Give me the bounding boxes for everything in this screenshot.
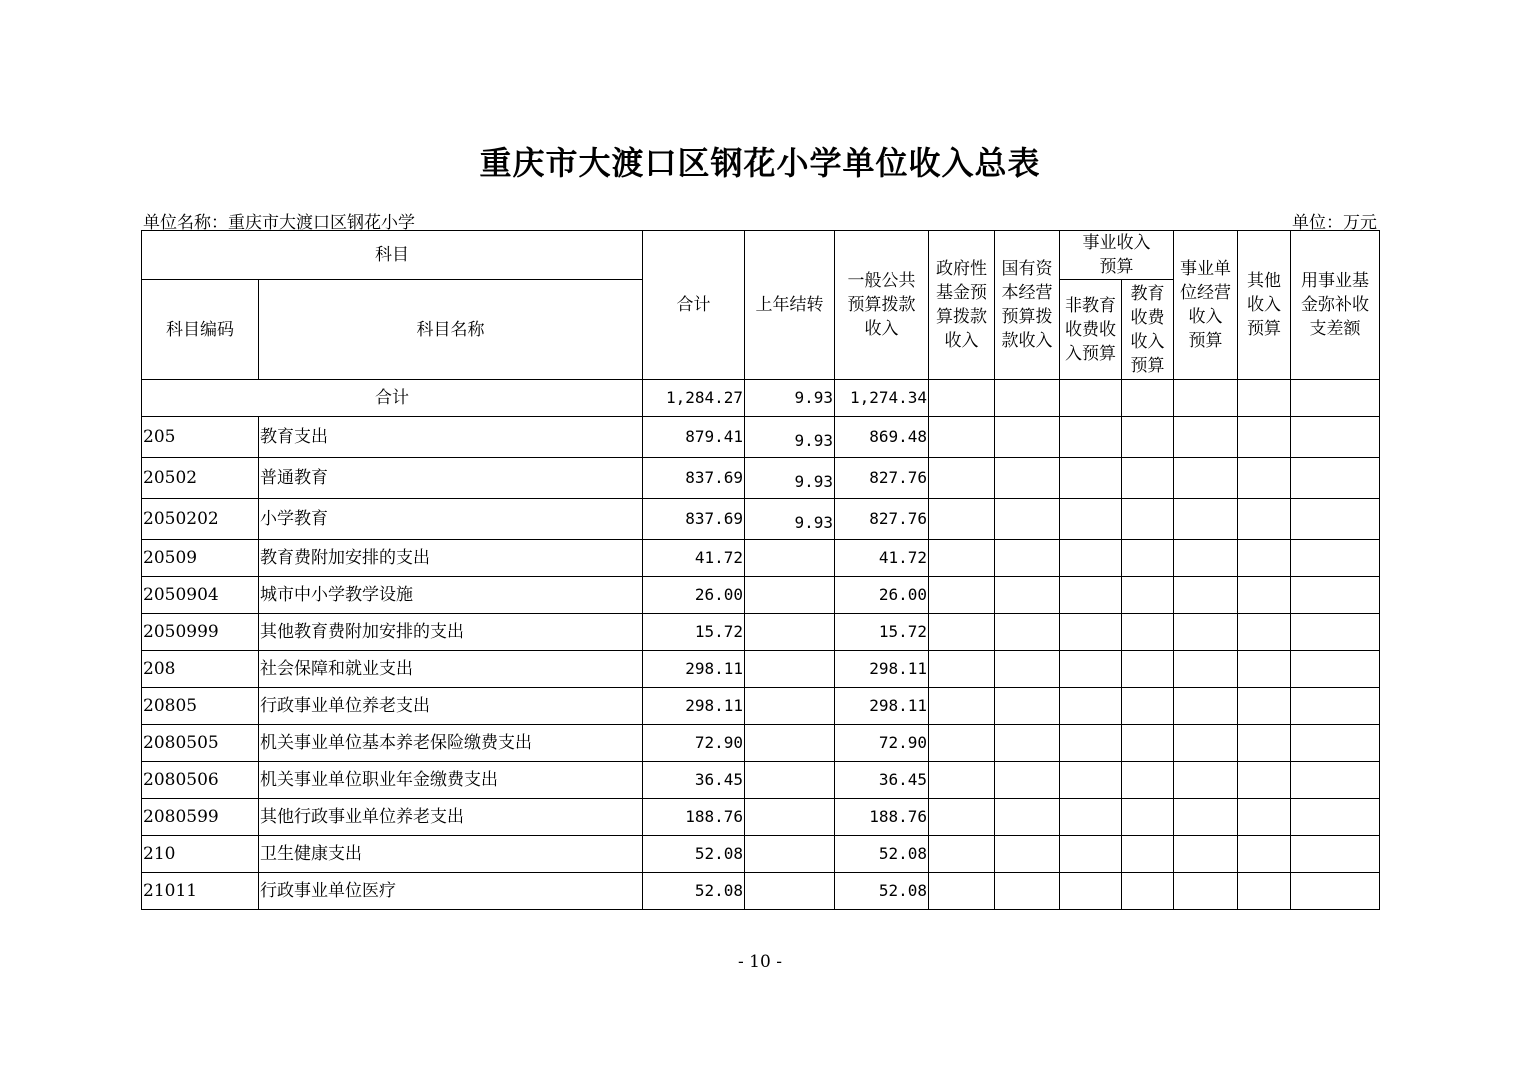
empty-cell xyxy=(1122,836,1174,873)
empty-cell xyxy=(995,458,1060,499)
empty-cell xyxy=(1060,725,1122,762)
table-row xyxy=(142,540,1380,577)
empty-cell xyxy=(995,725,1060,762)
header-general-budget: 一般公共 预算拨款 收入 xyxy=(835,231,929,380)
amount-general: 36.45 xyxy=(835,762,929,799)
empty-cell xyxy=(1122,417,1174,458)
empty-cell xyxy=(929,688,995,725)
header-non-edu-fee: 非教育 收费收 入预算 xyxy=(1060,280,1122,380)
empty-cell xyxy=(1238,762,1291,799)
empty-cell xyxy=(995,540,1060,577)
table-row xyxy=(142,799,1380,836)
empty-cell xyxy=(995,614,1060,651)
table-row xyxy=(142,458,1380,499)
empty-cell xyxy=(1174,614,1238,651)
empty-cell xyxy=(1174,577,1238,614)
amount-carryover: 9.93 xyxy=(745,499,835,540)
empty-cell xyxy=(1238,799,1291,836)
amount-total: 72.90 xyxy=(643,725,745,762)
subject-code: 210 xyxy=(142,836,259,873)
table-row xyxy=(142,688,1380,725)
header-gov-fund: 政府性 基金预 算拨款 收入 xyxy=(929,231,995,380)
subject-name: 行政事业单位医疗 xyxy=(259,873,643,910)
empty-cell xyxy=(1122,725,1174,762)
empty-cell xyxy=(1122,577,1174,614)
subject-code: 2050904 xyxy=(142,577,259,614)
subject-code: 20502 xyxy=(142,458,259,499)
amount-total: 837.69 xyxy=(643,458,745,499)
empty-cell xyxy=(929,725,995,762)
amount-carryover xyxy=(745,873,835,910)
empty-cell xyxy=(1291,873,1380,910)
empty-cell xyxy=(1174,499,1238,540)
empty-cell xyxy=(929,799,995,836)
empty-cell xyxy=(1291,651,1380,688)
amount-general: 41.72 xyxy=(835,540,929,577)
amount-general: 26.00 xyxy=(835,577,929,614)
table-row xyxy=(142,873,1380,910)
empty-cell xyxy=(1122,799,1174,836)
empty-cell xyxy=(1060,577,1122,614)
empty-cell xyxy=(1291,688,1380,725)
amount-general: 52.08 xyxy=(835,873,929,910)
empty-cell xyxy=(1122,614,1174,651)
subject-code: 2050202 xyxy=(142,499,259,540)
empty-cell xyxy=(929,540,995,577)
amount-total: 879.41 xyxy=(643,417,745,458)
amount-general: 72.90 xyxy=(835,725,929,762)
empty-cell xyxy=(1238,688,1291,725)
table-row xyxy=(142,651,1380,688)
amount-general: 298.11 xyxy=(835,651,929,688)
amount-carryover xyxy=(745,836,835,873)
amount-general: 188.76 xyxy=(835,799,929,836)
amount-general: 869.48 xyxy=(835,417,929,458)
subject-name: 教育费附加安排的支出 xyxy=(259,540,643,577)
empty-cell xyxy=(995,799,1060,836)
empty-cell xyxy=(1060,458,1122,499)
empty-cell xyxy=(1291,762,1380,799)
empty-cell xyxy=(929,499,995,540)
amount-carryover: 9.93 xyxy=(745,458,835,499)
empty-cell xyxy=(1291,614,1380,651)
empty-cell xyxy=(1238,836,1291,873)
empty-cell xyxy=(1060,799,1122,836)
empty-cell xyxy=(929,873,995,910)
header-other-income: 其他 收入 预算 xyxy=(1238,231,1291,380)
empty-cell xyxy=(1238,725,1291,762)
page-number: - 10 - xyxy=(738,952,782,972)
table-row xyxy=(142,762,1380,799)
empty-cell xyxy=(1060,688,1122,725)
amount-total: 298.11 xyxy=(643,651,745,688)
amount-total: 298.11 xyxy=(643,688,745,725)
amount-total: 15.72 xyxy=(643,614,745,651)
empty-cell xyxy=(1174,873,1238,910)
subject-code: 2050999 xyxy=(142,614,259,651)
amount-carryover xyxy=(745,577,835,614)
subject-name: 普通教育 xyxy=(259,458,643,499)
subject-name: 城市中小学教学设施 xyxy=(259,577,643,614)
empty-cell xyxy=(1174,651,1238,688)
subject-name: 卫生健康支出 xyxy=(259,836,643,873)
empty-cell xyxy=(1238,651,1291,688)
empty-cell xyxy=(1122,540,1174,577)
empty-cell xyxy=(1291,540,1380,577)
table-row xyxy=(142,614,1380,651)
empty-cell xyxy=(1060,762,1122,799)
header-subject: 科目 xyxy=(142,231,643,280)
subject-name: 小学教育 xyxy=(259,499,643,540)
empty-cell xyxy=(1291,577,1380,614)
empty-cell xyxy=(1060,540,1122,577)
empty-cell xyxy=(1122,458,1174,499)
subject-name: 机关事业单位职业年金缴费支出 xyxy=(259,762,643,799)
header-subject-name: 科目名称 xyxy=(259,280,643,380)
empty-cell xyxy=(1122,762,1174,799)
empty-cell xyxy=(1238,417,1291,458)
table-row xyxy=(142,725,1380,762)
empty-cell xyxy=(995,836,1060,873)
subject-code: 20805 xyxy=(142,688,259,725)
amount-carryover xyxy=(745,688,835,725)
empty-cell xyxy=(995,651,1060,688)
empty-cell xyxy=(995,873,1060,910)
empty-cell xyxy=(1174,799,1238,836)
header-subject-code: 科目编码 xyxy=(142,280,259,380)
amount-total: 41.72 xyxy=(643,540,745,577)
unit-of-measure: 单位：万元 xyxy=(1292,213,1377,233)
empty-cell xyxy=(1174,725,1238,762)
subject-name: 教育支出 xyxy=(259,417,643,458)
empty-cell xyxy=(1122,688,1174,725)
amount-total: 26.00 xyxy=(643,577,745,614)
amount-general: 52.08 xyxy=(835,836,929,873)
header-business-income: 事业收入 预算 xyxy=(1060,231,1174,280)
empty-cell xyxy=(1060,417,1122,458)
amount-carryover xyxy=(745,725,835,762)
empty-cell xyxy=(1238,540,1291,577)
empty-cell xyxy=(1238,614,1291,651)
header-unit-operation: 事业单 位经营 收入 预算 xyxy=(1174,231,1238,380)
header-total: 合计 xyxy=(643,231,745,380)
empty-cell xyxy=(1060,873,1122,910)
empty-cell xyxy=(1174,762,1238,799)
empty-cell xyxy=(929,762,995,799)
empty-cell xyxy=(1238,458,1291,499)
empty-cell xyxy=(995,499,1060,540)
total-row xyxy=(142,380,1380,417)
total-label: 合计 xyxy=(142,380,643,417)
empty-cell xyxy=(1174,540,1238,577)
total-general: 1,274.34 xyxy=(835,380,929,417)
empty-cell xyxy=(995,688,1060,725)
subject-code: 21011 xyxy=(142,873,259,910)
amount-total: 52.08 xyxy=(643,873,745,910)
empty-cell xyxy=(1174,417,1238,458)
total-carryover: 9.93 xyxy=(745,380,835,417)
empty-cell xyxy=(929,458,995,499)
page-title: 重庆市大渡口区钢花小学单位收入总表 xyxy=(479,144,1041,182)
empty-cell xyxy=(1060,614,1122,651)
amount-general: 827.76 xyxy=(835,458,929,499)
subject-code: 2080505 xyxy=(142,725,259,762)
empty-cell xyxy=(995,417,1060,458)
empty-cell xyxy=(1174,836,1238,873)
subject-code: 2080506 xyxy=(142,762,259,799)
empty-cell xyxy=(1122,651,1174,688)
subject-code: 2080599 xyxy=(142,799,259,836)
empty-cell xyxy=(1122,873,1174,910)
empty-cell xyxy=(1060,836,1122,873)
empty-cell xyxy=(1291,725,1380,762)
table-row xyxy=(142,577,1380,614)
empty-cell xyxy=(1238,873,1291,910)
table-row xyxy=(142,417,1380,458)
empty-cell xyxy=(1174,688,1238,725)
amount-general: 827.76 xyxy=(835,499,929,540)
header-state-capital: 国有资 本经营 预算拨 款收入 xyxy=(995,231,1060,380)
empty-cell xyxy=(1291,458,1380,499)
subject-code: 205 xyxy=(142,417,259,458)
empty-cell xyxy=(929,614,995,651)
amount-carryover xyxy=(745,614,835,651)
amount-total: 837.69 xyxy=(643,499,745,540)
empty-cell xyxy=(1060,499,1122,540)
empty-cell xyxy=(1238,499,1291,540)
amount-carryover xyxy=(745,540,835,577)
total-amount: 1,284.27 xyxy=(643,380,745,417)
subject-name: 其他行政事业单位养老支出 xyxy=(259,799,643,836)
empty-cell xyxy=(1291,499,1380,540)
empty-cell xyxy=(1291,836,1380,873)
unit-name: 单位名称：重庆市大渡口区钢花小学 xyxy=(143,213,415,233)
amount-carryover xyxy=(745,799,835,836)
header-fund-gap: 用事业基 金弥补收 支差额 xyxy=(1291,231,1380,380)
income-summary-table xyxy=(141,230,1380,910)
amount-total: 36.45 xyxy=(643,762,745,799)
subject-name: 行政事业单位养老支出 xyxy=(259,688,643,725)
amount-carryover xyxy=(745,651,835,688)
amount-total: 188.76 xyxy=(643,799,745,836)
amount-general: 15.72 xyxy=(835,614,929,651)
amount-carryover xyxy=(745,762,835,799)
empty-cell xyxy=(929,577,995,614)
empty-cell xyxy=(929,417,995,458)
subject-name: 其他教育费附加安排的支出 xyxy=(259,614,643,651)
empty-cell xyxy=(929,836,995,873)
empty-cell xyxy=(1238,577,1291,614)
amount-total: 52.08 xyxy=(643,836,745,873)
header-edu-fee: 教育 收费 收入 预算 xyxy=(1122,280,1174,380)
table-row xyxy=(142,836,1380,873)
subject-code: 20509 xyxy=(142,540,259,577)
empty-cell xyxy=(1291,799,1380,836)
subject-name: 社会保障和就业支出 xyxy=(259,651,643,688)
empty-cell xyxy=(995,577,1060,614)
amount-general: 298.11 xyxy=(835,688,929,725)
subject-name: 机关事业单位基本养老保险缴费支出 xyxy=(259,725,643,762)
empty-cell xyxy=(1060,651,1122,688)
amount-carryover: 9.93 xyxy=(745,417,835,458)
header-carryover: 上年结转 xyxy=(745,231,835,380)
empty-cell xyxy=(1291,417,1380,458)
empty-cell xyxy=(929,651,995,688)
empty-cell xyxy=(1174,458,1238,499)
empty-cell xyxy=(995,762,1060,799)
empty-cell xyxy=(1122,499,1174,540)
table-row xyxy=(142,499,1380,540)
subject-code: 208 xyxy=(142,651,259,688)
